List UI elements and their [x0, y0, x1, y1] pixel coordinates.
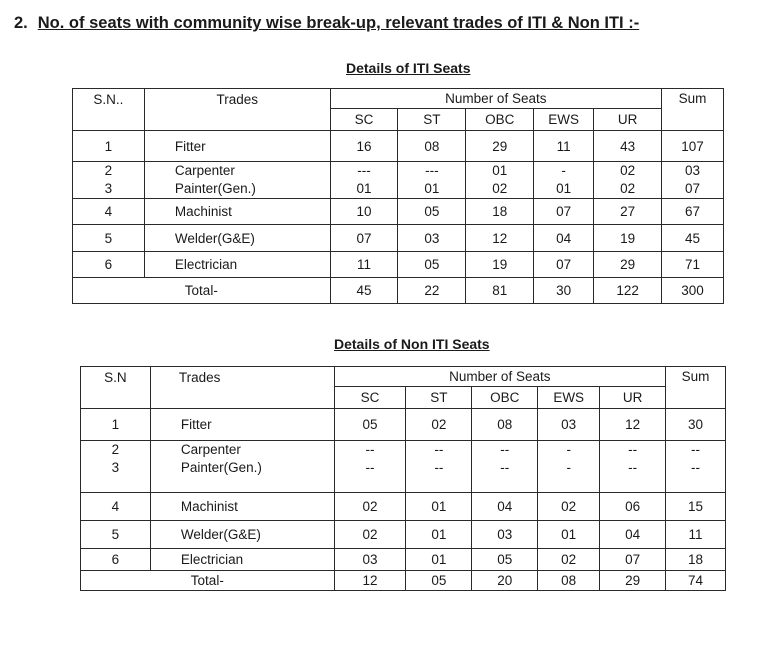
- iti-col-sc: SC: [330, 109, 398, 131]
- iti-seats-table: [72, 88, 724, 304]
- trade-cell: Fitter: [150, 409, 334, 441]
- sc-cell: 07: [330, 225, 398, 252]
- st-cell: 03: [398, 225, 466, 252]
- sum-cell: -- --: [666, 441, 726, 493]
- ur-cell: 43: [594, 131, 662, 162]
- ews-cell: 30: [534, 278, 594, 304]
- iti-col-ews: EWS: [534, 109, 594, 131]
- non-iti-col-ews: EWS: [538, 387, 600, 409]
- obc-cell: 08: [472, 409, 538, 441]
- sum-cell: 71: [662, 252, 724, 278]
- sn-cell: 2 3: [81, 441, 151, 493]
- sum-cell: 300: [662, 278, 724, 304]
- trade-cell: Welder(G&E): [150, 521, 334, 549]
- obc-cell: 04: [472, 493, 538, 521]
- ews-cell: 03: [538, 409, 600, 441]
- sum-cell: 11: [666, 521, 726, 549]
- st-cell: 05: [406, 571, 472, 591]
- sn-cell: 1: [73, 131, 145, 162]
- obc-cell: -- --: [472, 441, 538, 493]
- iti-col-sn: S.N..: [73, 89, 145, 131]
- non-iti-seats-table: [80, 366, 726, 591]
- total-label: Total-: [73, 278, 331, 304]
- st-cell: 05: [398, 199, 466, 225]
- ur-cell: 07: [600, 549, 666, 571]
- trade-cell: Electrician: [150, 549, 334, 571]
- obc-cell: 81: [466, 278, 534, 304]
- sc-cell: 05: [334, 409, 406, 441]
- ur-cell: 19: [594, 225, 662, 252]
- ews-cell: 07: [534, 199, 594, 225]
- non-iti-header-row: [81, 367, 726, 387]
- table-row: [73, 162, 724, 199]
- ews-cell: 04: [534, 225, 594, 252]
- sc-cell: 12: [334, 571, 406, 591]
- st-cell: 08: [398, 131, 466, 162]
- ur-cell: 29: [594, 252, 662, 278]
- sc-cell: 16: [330, 131, 398, 162]
- iti-col-trades: Trades: [144, 89, 330, 131]
- sn-cell: 1: [81, 409, 151, 441]
- sn-cell: 4: [73, 199, 145, 225]
- trade-cell: Carpenter Painter(Gen.): [144, 162, 330, 199]
- non-iti-col-st: ST: [406, 387, 472, 409]
- obc-cell: 19: [466, 252, 534, 278]
- sum-cell: 74: [666, 571, 726, 591]
- ur-cell: 06: [600, 493, 666, 521]
- sc-cell: 03: [334, 549, 406, 571]
- ews-cell: 11: [534, 131, 594, 162]
- sum-cell: 45: [662, 225, 724, 252]
- ews-cell: - -: [538, 441, 600, 493]
- ews-cell: 02: [538, 549, 600, 571]
- sn-cell: 4: [81, 493, 151, 521]
- ur-cell: 27: [594, 199, 662, 225]
- sum-cell: 30: [666, 409, 726, 441]
- trade-cell: Carpenter Painter(Gen.): [150, 441, 334, 493]
- trade-cell: Fitter: [144, 131, 330, 162]
- ews-cell: 07: [534, 252, 594, 278]
- sum-cell: 03 07: [662, 162, 724, 199]
- sum-cell: 67: [662, 199, 724, 225]
- sc-cell: 10: [330, 199, 398, 225]
- iti-col-group: Number of Seats: [330, 89, 661, 109]
- obc-cell: 18: [466, 199, 534, 225]
- sum-cell: 107: [662, 131, 724, 162]
- sc-cell: 45: [330, 278, 398, 304]
- table-row: [73, 225, 724, 252]
- trade-cell: Machinist: [144, 199, 330, 225]
- ur-cell: 122: [594, 278, 662, 304]
- table-row: [73, 199, 724, 225]
- st-cell: 02: [406, 409, 472, 441]
- iti-col-sum: Sum: [662, 89, 724, 131]
- iti-col-ur: UR: [594, 109, 662, 131]
- iti-table-title: Details of ITI Seats: [346, 60, 471, 76]
- trade-cell: Welder(G&E): [144, 225, 330, 252]
- iti-col-obc: OBC: [466, 109, 534, 131]
- ews-cell: 01: [538, 521, 600, 549]
- iti-col-st: ST: [398, 109, 466, 131]
- sn-cell: 5: [73, 225, 145, 252]
- obc-cell: 03: [472, 521, 538, 549]
- non-iti-col-trades: Trades: [150, 367, 334, 409]
- section-number: 2.: [14, 14, 28, 32]
- sn-cell: 5: [81, 521, 151, 549]
- ews-cell: 08: [538, 571, 600, 591]
- ews-cell: 02: [538, 493, 600, 521]
- st-cell: 01: [406, 521, 472, 549]
- table-row: [81, 521, 726, 549]
- total-row: [81, 571, 726, 591]
- ur-cell: 12: [600, 409, 666, 441]
- section-heading: [14, 14, 639, 33]
- ur-cell: -- --: [600, 441, 666, 493]
- st-cell: 01: [406, 549, 472, 571]
- sum-cell: 18: [666, 549, 726, 571]
- trade-cell: Machinist: [150, 493, 334, 521]
- non-iti-col-sc: SC: [334, 387, 406, 409]
- sc-cell: 02: [334, 521, 406, 549]
- st-cell: --- 01: [398, 162, 466, 199]
- table-row: [73, 131, 724, 162]
- ews-cell: - 01: [534, 162, 594, 199]
- st-cell: 01: [406, 493, 472, 521]
- table-row: [81, 409, 726, 441]
- table-row: [73, 252, 724, 278]
- sc-cell: 11: [330, 252, 398, 278]
- section-title: No. of seats with community wise break-up, relevant trades of ITI & Non ITI :-: [37, 14, 640, 32]
- table-row: [81, 493, 726, 521]
- ur-cell: 02 02: [594, 162, 662, 199]
- sn-cell: 6: [81, 549, 151, 571]
- non-iti-col-obc: OBC: [472, 387, 538, 409]
- sc-cell: --- 01: [330, 162, 398, 199]
- obc-cell: 29: [466, 131, 534, 162]
- non-iti-table-title: Details of Non ITI Seats: [334, 336, 490, 352]
- sum-cell: 15: [666, 493, 726, 521]
- total-row: [73, 278, 724, 304]
- non-iti-col-sn: S.N: [81, 367, 151, 409]
- obc-cell: 01 02: [466, 162, 534, 199]
- iti-header-row: [73, 89, 724, 109]
- st-cell: 22: [398, 278, 466, 304]
- st-cell: 05: [398, 252, 466, 278]
- non-iti-col-group: Number of Seats: [334, 367, 665, 387]
- table-row: [81, 549, 726, 571]
- trade-cell: Electrician: [144, 252, 330, 278]
- total-label: Total-: [81, 571, 335, 591]
- ur-cell: 29: [600, 571, 666, 591]
- sn-cell: 6: [73, 252, 145, 278]
- non-iti-col-sum: Sum: [666, 367, 726, 409]
- st-cell: -- --: [406, 441, 472, 493]
- non-iti-col-ur: UR: [600, 387, 666, 409]
- sn-cell: 2 3: [73, 162, 145, 199]
- sc-cell: -- --: [334, 441, 406, 493]
- ur-cell: 04: [600, 521, 666, 549]
- table-row: [81, 441, 726, 493]
- obc-cell: 12: [466, 225, 534, 252]
- sc-cell: 02: [334, 493, 406, 521]
- obc-cell: 05: [472, 549, 538, 571]
- obc-cell: 20: [472, 571, 538, 591]
